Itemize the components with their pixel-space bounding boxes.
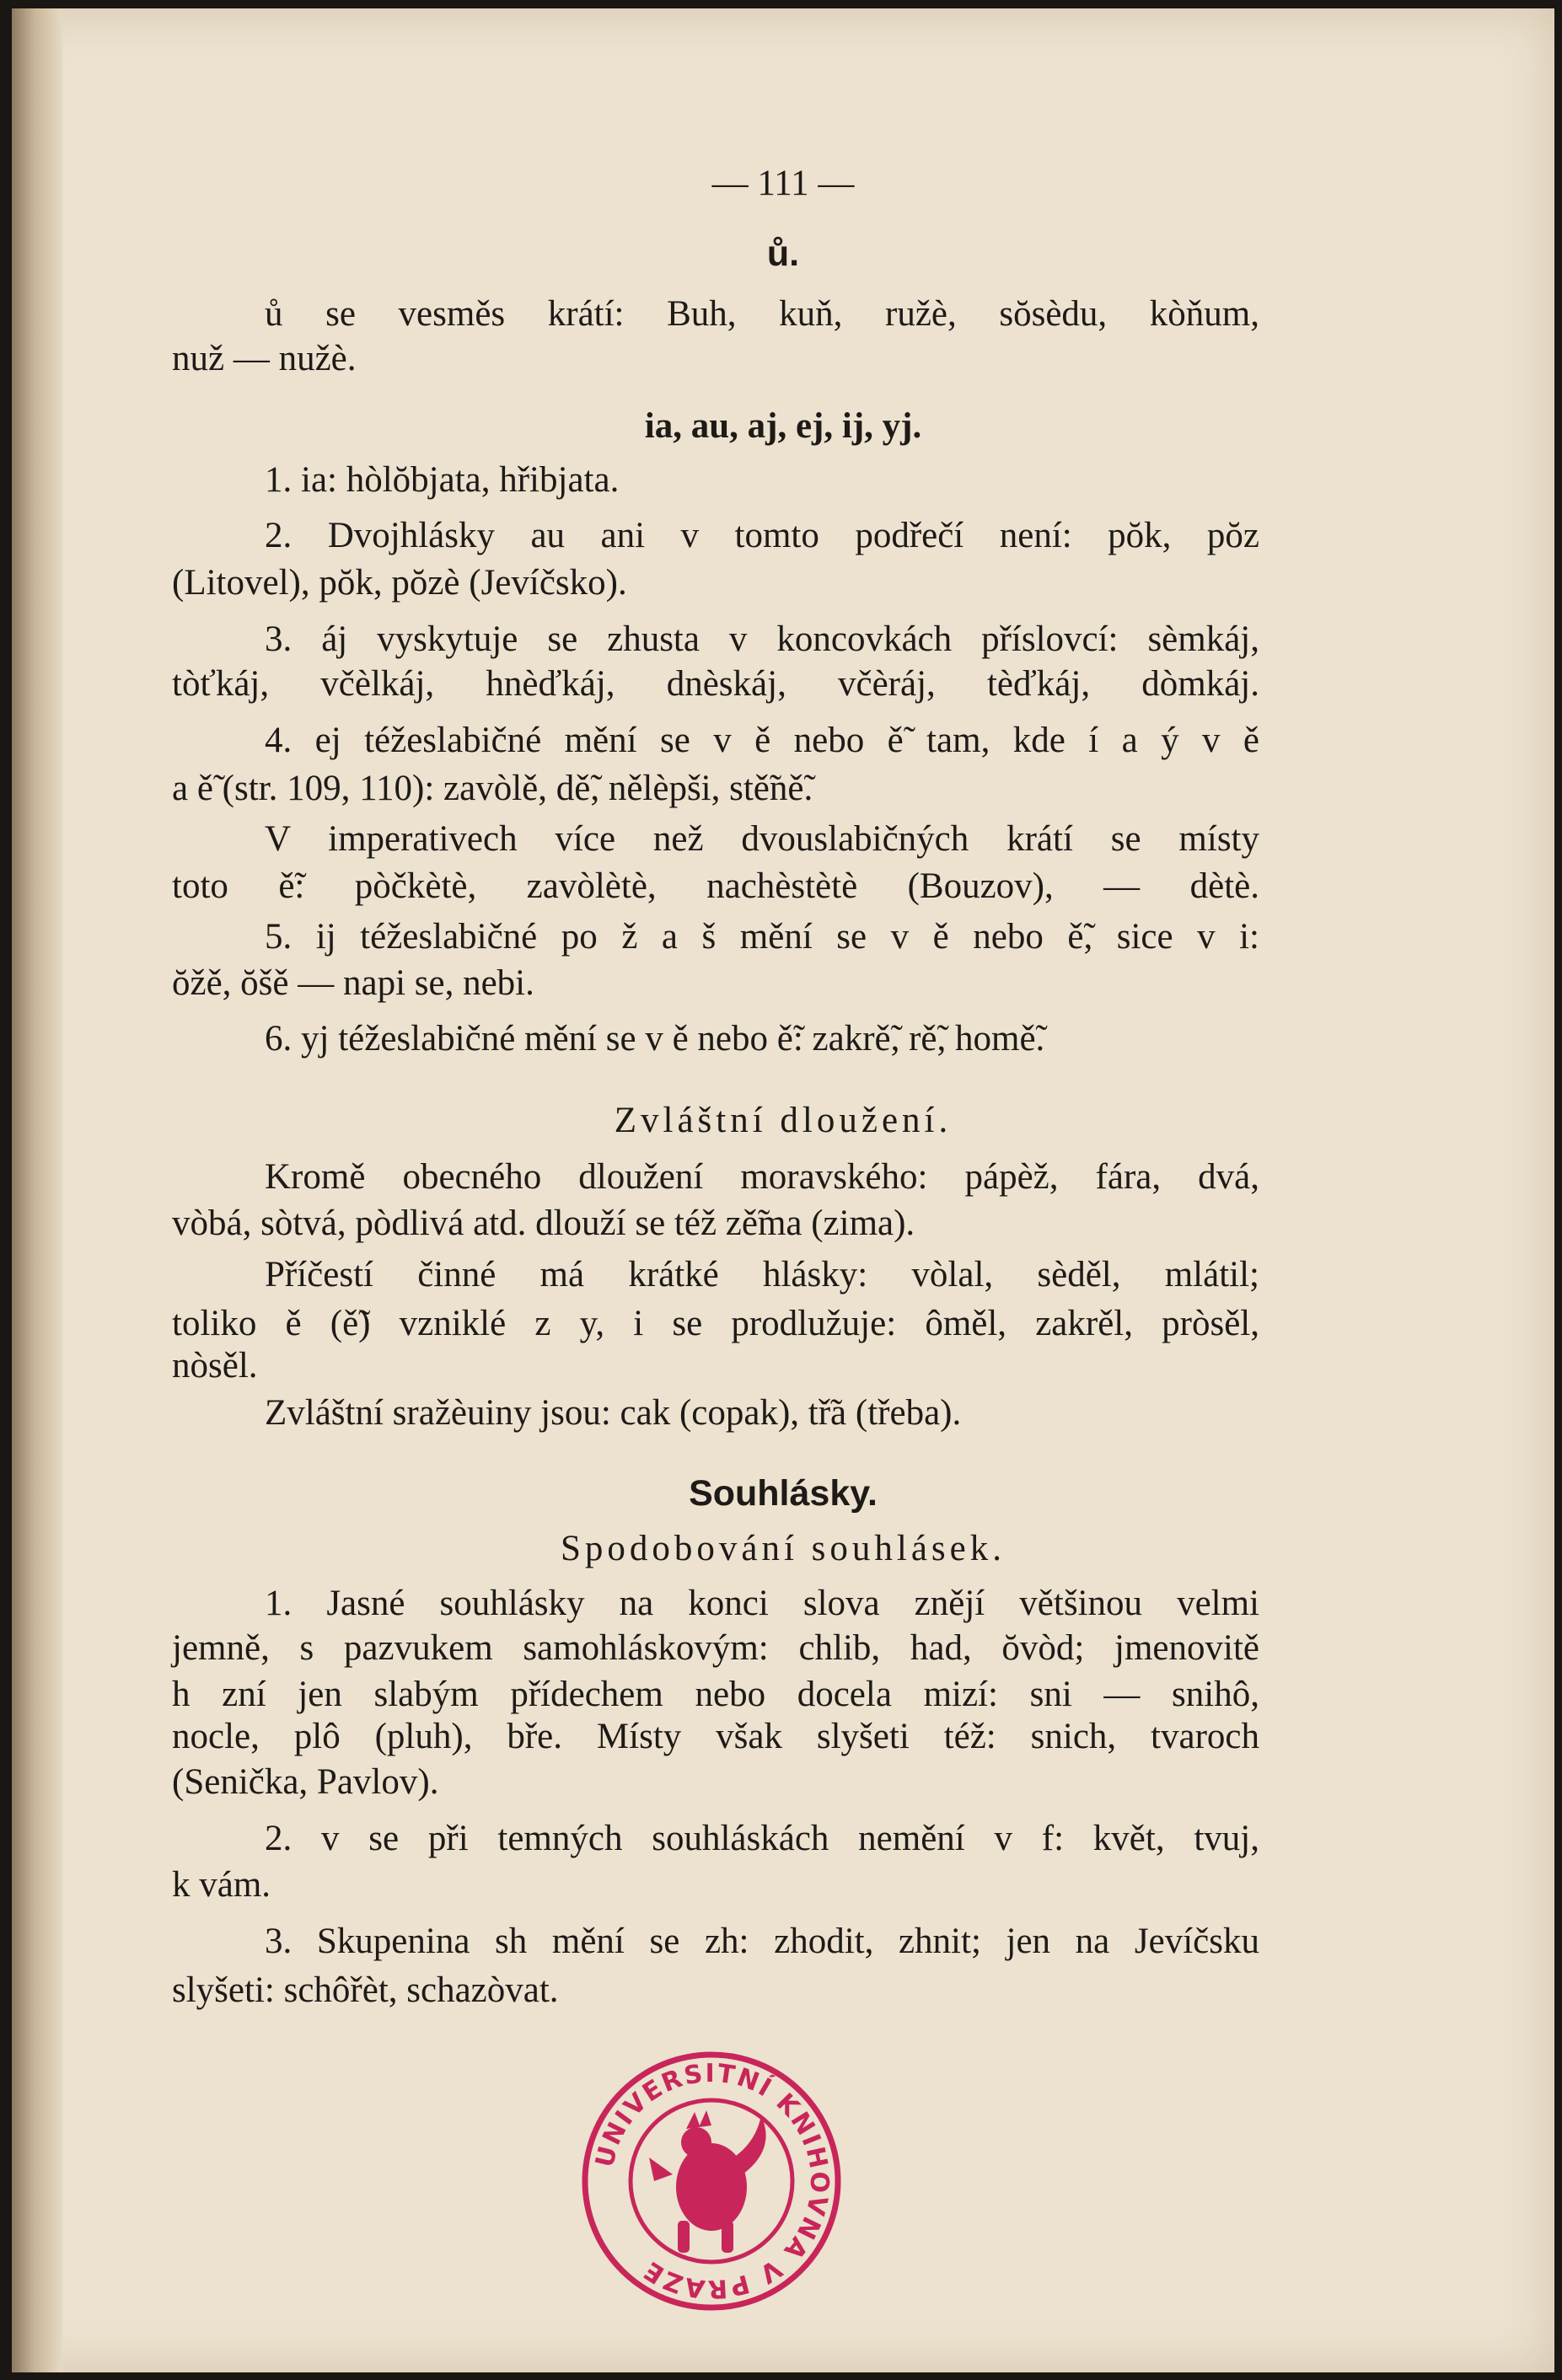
- text-line: ŏžě, ŏšě — napi se, nebi.: [172, 963, 534, 1003]
- text-line: Kromě obecného dloužení moravského: pápèž, fára, dvá,: [265, 1157, 1259, 1197]
- text-line: Příčestí činné má krátké hlásky: vòlal, sèděl, mlátil;: [265, 1255, 1259, 1295]
- section-heading-lengthening: Zvláštní dloužení.: [614, 1101, 953, 1140]
- text-line: 3. Skupenina sh mění se zh: zhodit, zhnit; jen na Jevíčsku: [265, 1922, 1259, 1961]
- text-line: toto ě̃: pòčkètè, zavòlètè, nachèstètè (Bouzov), — dètè.: [172, 866, 1259, 906]
- text-line: jemně, s pazvukem samohláskovým: chlib, had, ŏvòd; jmenovitě: [172, 1628, 1259, 1668]
- text-line: V imperativech více než dvouslabičných krátí se místy: [265, 819, 1259, 859]
- text-line: 2. v se při temných souhláskách nemění v f: květ, tvuj,: [265, 1819, 1259, 1858]
- heraldic-lion-icon: [649, 2110, 766, 2253]
- page-number: — 111 —: [711, 163, 855, 203]
- text-line: h zní jen slabým přídechem nebo docela mizí: sni — snihô,: [172, 1675, 1259, 1714]
- library-stamp: [578, 2048, 845, 2314]
- text-line: 5. ij téžeslabičné po ž a š mění se v ě nebo ě̃, sice v i:: [265, 917, 1259, 957]
- text-line: 6. yj téžeslabičné mění se v ě nebo ě̃: zakrě̃, rě̃, homě̃.: [265, 1019, 1045, 1059]
- text-line: tòťkáj, včèlkáj, hnèďkáj, dnèskáj, včèráj, tèďkáj, dòmkáj.: [172, 664, 1259, 704]
- stamp-text: UNIVERSITNÍ KNIHOVNA V PRAZE: [589, 2058, 835, 2304]
- text-line: (Litovel), pŏk, pŏzè (Jevíčsko).: [172, 563, 627, 603]
- section-subheading-assimilation: Spodobování souhlásek.: [560, 1529, 1006, 1568]
- section-heading-diphthongs: ia, au, aj, ej, ij, yj.: [644, 406, 922, 446]
- text-line: 3. áj vyskytuje se zhusta v koncovkách příslovcí: sèmkáj,: [265, 619, 1259, 659]
- book-page: [12, 8, 1554, 2372]
- text-line: 4. ej téžeslabičné mění se v ě nebo ě̃ tam, kde í a ý v ě: [265, 721, 1259, 760]
- page-text: [12, 8, 1554, 2372]
- text-line: vòbá, sòtvá, pòdlivá atd. dlouží se též zě̃ma (zima).: [172, 1203, 915, 1243]
- text-line: Zvláštní sražèuiny jsou: cak (copak), tř̃a (třeba).: [265, 1393, 962, 1433]
- text-line: a ě̃ (str. 109, 110): zavòlě, dě̃, nělèpši, stě̃ně̃.: [172, 769, 813, 808]
- text-line: nuž — nužè.: [172, 339, 357, 378]
- text-line: nòsěl.: [172, 1346, 258, 1386]
- text-line: 2. Dvojhlásky au ani v tomto podřečí není: pŏk, pŏz: [265, 516, 1259, 555]
- text-line: toliko ě (ě̃) vzniklé z y, i se prodlužuje: ôměl, zakrěl, pròsěl,: [172, 1304, 1259, 1343]
- text-line: ů se vesměs krátí: Buh, kuň, ružè, sŏsèdu, kòňum,: [265, 294, 1259, 334]
- text-line: slyšeti: schôřèt, schazòvat.: [172, 1970, 559, 2010]
- text-line: k vám.: [172, 1865, 271, 1905]
- text-line: 1. ia: hòlŏbjata, hřibjata.: [265, 460, 620, 500]
- text-line: nocle, plô (pluh), bře. Místy však slyšeti též: snich, tvaroch: [172, 1717, 1259, 1756]
- section-heading-consonants: Souhlásky.: [689, 1473, 878, 1514]
- section-heading-u: ů.: [766, 233, 800, 274]
- text-line: 1. Jasné souhlásky na konci slova znějí většinou velmi: [265, 1584, 1259, 1623]
- text-line: (Senička, Pavlov).: [172, 1762, 439, 1802]
